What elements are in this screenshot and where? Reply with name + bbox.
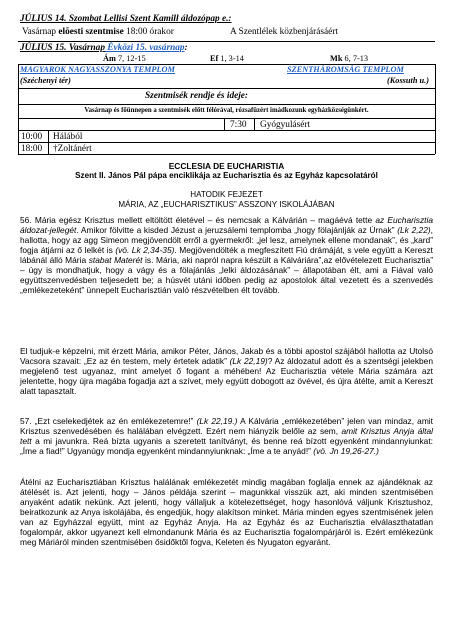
table-left-border — [18, 64, 19, 154]
right-schedule-time: 7:30 — [230, 120, 247, 130]
vigil-bold: elõesti szentmise — [58, 27, 124, 37]
chapter-heading: HATODIK FEJEZET — [190, 190, 263, 199]
reading-1 — [103, 54, 146, 63]
p56-italic-b: (Lk 2,22) — [397, 225, 431, 235]
p57-text-c: a mi javunkra. Reá bízta ugyanis a szeretett tanítványt, és benne reá bízott egyenként mindannyiunkat: „Íme a fiad!” Ugyanúgy mondja egyenként mindannyiunknak: „Íme a te anyád!” — [20, 436, 433, 456]
mass-row-1-text: Hálából — [53, 132, 83, 142]
p56-text-b: . Amikor fölvitte a kisded Jézust a jeruzsálemi templomba „hogy fölajánlják az Úrnak” — [76, 225, 398, 235]
table-divider-1 — [18, 88, 435, 89]
chapter-title: MÁRIA, AZ „EUCHARISZTIKUS” ASSZONY ISKOLÁJÁBAN — [118, 200, 335, 209]
p56-italic-d: stabat Materét — [88, 255, 143, 265]
p56-text-a: 56. Mária egész Krisztus mellett eltöltött életével – és nemcsak a Kálvárián – magáévá tette — [20, 215, 376, 225]
church-left-name: MAGYAROK NAGYASSZONYA TEMPLOM — [20, 65, 175, 74]
p57-italic-b: amit Krisztus Anyja által tett — [20, 426, 434, 446]
paragraph-57 — [20, 416, 433, 456]
reading-3 — [330, 54, 368, 63]
p56-text-g: ? Az áldozatul adott és a szentségi jelekben megjelenő test ugyanaz, mint amelyet ő fogant a méhében! Az Eucharisztia vétele Mária számára azt jelentette, hogy újra magába fogadja azt a szívet, mely együtt dobogott az övével, és újra átélte, amit a Kereszt alatt tapasztalt. — [20, 356, 433, 396]
paragraph-57-continued: Átélni az Eucharisztiában Krisztus halálának emlékezetét mindig magában foglalja ennek az ajándéknak az átélését is. Azt jelenti, hogy – János példája szerint – magunkkal visszük azt, aki minden szentmisében anyaként adatik nekünk. Azt jelenti, hogy vállaljuk a kötelezettséget, hogy hasonlóvá váljunk Krisztushoz, beiratkozunk az Anya iskolájába, és engedjük, hogy alakítson minket. Mária minden egyes szentmisének jelen van az Egyházzal együtt, mint az Egyház Anyja. Ha az Egyház és az Eucharisztia elválaszthatatlan fogalompár, akkor ugyanezt kell elmondanunk Mária és az Eucharisztia fogalompárjáról is. Ezért emlékezünk meg Máriáról minden szentmisében ősidőktől fogva, Keleten és Nyugaton egyaránt. — [20, 477, 433, 547]
right-col-left-border — [224, 118, 225, 130]
sunday-colon: : — [184, 43, 188, 53]
table-divider-5 — [18, 142, 435, 143]
table-divider-3 — [18, 118, 435, 119]
p57-italic-a: (Lk 22,19.) — [196, 416, 238, 426]
mass-row-2-time: 18:00 — [21, 144, 43, 154]
saturday-heading-text: JÚLIUS 14. Szombat Lellisi Szent Kamill áldozópap e.: — [20, 14, 232, 24]
header-divider — [18, 41, 435, 42]
vigil-intention: A Szentlélek közbenjárásáért — [230, 27, 338, 37]
reading-2-label: Ef — [210, 54, 219, 63]
vigil-mass-line — [22, 27, 174, 37]
p56-text-e: is. Mária, aki napról napra készült a Kálváriára”,az elővételezett Eucharisztia” – úgy is mondhatjuk, hogy a vágy és a fölajánlás „lelki áldozásának” – állapotában élt, ami a Fiával való együttszenvedésben teljesedett be; a húsvét utáni időben pedig az apostolok által vezetett és a szenvedés „emlékezeteként” ünnepelt Eucharisztián való részvételben élt tovább. — [20, 255, 433, 295]
p56-text-d: . Megjövendölték a megfeszített Fiú drámáját, s vele együtt a Kereszt lábánál álló Mária — [20, 245, 433, 265]
reading-2-ref: 1, 3-14 — [220, 54, 244, 63]
table-divider-4 — [18, 130, 435, 131]
p57-text-a: 57. „Ezt cselekedjétek az én emlékezetemre!” — [20, 416, 197, 426]
p57-italic-c: (vö. Jn 19,26-27.) — [313, 446, 379, 456]
church-left-address: (Széchenyi tér) — [20, 76, 71, 85]
sunday-heading — [20, 43, 188, 53]
sunday-date: JÚLIUS 15. Vasárnap — [20, 43, 105, 53]
vigil-post: 18:00 órakor — [123, 27, 174, 37]
church-right-name: SZENTHÁROMSÁG TEMPLOM — [287, 65, 404, 74]
table-bottom-border — [18, 154, 435, 155]
right-schedule-text: Gyógyulásért — [260, 120, 311, 130]
schedule-title: Szentmisék rendje és ideje: — [145, 91, 249, 101]
right-col-time-border — [254, 118, 255, 130]
p56-text-f: El tudjuk-e képzelni, mit érzett Mária, amikor Péter, János, Jakab és a többi apostol szájából hallotta az Utolsó Vacsora szavait: „Ez az én testem, mely értetek adatik” — [20, 346, 433, 366]
reading-1-label: Ám — [103, 54, 116, 63]
vigil-pre: Vasárnap — [22, 27, 59, 37]
paragraph-56-continued — [20, 346, 433, 396]
reading-3-ref: 6, 7-13 — [344, 54, 369, 63]
table-right-border — [435, 64, 436, 154]
mass-row-2-text: †Zoltánért — [53, 144, 92, 154]
paragraph-56 — [20, 215, 433, 295]
reading-3-label: Mk — [330, 54, 343, 63]
saturday-heading — [20, 14, 232, 24]
p57-text-b: A Kálvária „emlékezetében” jelen van mindaz, amit Krisztus szenvedésében és halálában elvégzett. Ezért nem hiányzik belőle az sem, — [20, 416, 433, 436]
p56-italic-a: az Eucharisztia áldozat-jellegét — [20, 215, 433, 235]
p56-italic-c: (vö. Lk 2,34-35) — [115, 245, 175, 255]
reading-1-ref: 7, 12-15 — [117, 54, 146, 63]
sunday-week: Évközi 15. vasárnap — [104, 43, 185, 53]
p56-italic-f: (Lk 22,19) — [229, 356, 268, 366]
p56-text-c: , hallotta, hogy az agg Simeon megjövendölt erről a gyermekről: „jel lesz, amelynek ellene mondanak”, és „kard” fogja átjárni az ő lelkét is — [20, 225, 433, 255]
reading-2 — [210, 54, 244, 63]
schedule-note: Vasárnap és főünnepen a szentmisék előtt félórával, rózsafüzért imádkozunk egyházközségünkért. — [84, 107, 369, 114]
church-right-address: (Kossuth u.) — [387, 76, 429, 85]
table-divider-2 — [18, 104, 435, 105]
article-title: ECCLESIA DE EUCHARISTIA — [168, 161, 285, 171]
mass-row-1-time: 10:00 — [21, 132, 43, 142]
article-subtitle: Szent II. János Pál pápa enciklikája az Eucharisztia és az Egyház kapcsolatáról — [75, 171, 378, 180]
